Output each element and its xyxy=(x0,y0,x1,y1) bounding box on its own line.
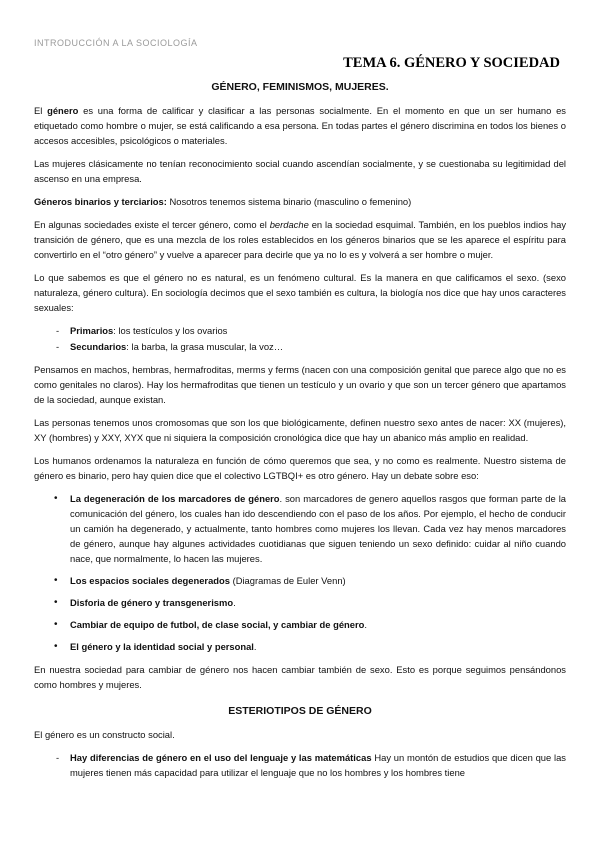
paragraph-ordenamos-naturaleza: Los humanos ordenamos la naturaleza en función de cómo queremos que sea, y no como es realmente. Nuestro sistema de género es binario, pero hay quien dice que el colectivo LGTBQI+ es otro género. Hay un debate sobre eso: xyxy=(34,455,566,481)
list-item: - Hay diferencias de género en el uso del lenguaje y las matemáticas Hay un montón de estudios que dicen que las mujeres tienen más capacidad para utilizar el lenguaje que no los hombres y los hombres tiene xyxy=(56,752,566,778)
bullet-icon: • xyxy=(54,575,58,586)
paragraph-genero-definicion: El género es una forma de calificar y clasificar a las personas socialmente. En el momento en que un ser humano es etiquetado como hombre o mujer, se está calificando a esa persona. En todas partes el género discrimina en todos los bienes o accesos accesibles, psicológicos o materiales. xyxy=(34,105,566,146)
list-item: • Disforia de género y transgenerismo. xyxy=(54,597,236,608)
paragraph-cromosomas: Las personas tenemos unos cromosomas que son los que biológicamente, definen nuestro sexo antes de nacer: XX (mujeres), XY (hombres) y XXY, XYX que ni siquiera la composición cronológica dice que hay un abanico más amplio en realidad. xyxy=(34,417,566,443)
list-item: • La degeneración de los marcadores de género. son marcadores de genero aquellos rasgos que forman parte de la comunicación del género, los cuales han ido descendiendo con el paso de los años. Por ejemplo, el hecho de conducir un camión ha degenerado, y actualmente, tanto hombres como mujeres los llevan. Cada vez hay menos marcadores de género, aunque hay algunes actividades cuotidianas que siguen teniendo un sexo definido: cuidar al niño cuando nace, que normalmente, lo hacen las mujeres. xyxy=(54,493,566,564)
bullet-icon: • xyxy=(54,641,58,652)
bullet-icon: • xyxy=(54,493,58,504)
bullet-icon: • xyxy=(54,597,58,608)
paragraph-constructo-social: El género es un constructo social. xyxy=(34,729,175,740)
caracteres-sexuales-list xyxy=(34,323,566,354)
section-heading-estereotipos: ESTERIOTIPOS DE GÉNERO xyxy=(228,705,372,717)
term-berdache: berdache xyxy=(269,219,309,230)
document-body xyxy=(34,80,566,788)
paragraph-machos-hembras: Pensamos en machos, hembras, hermafroditas, merms y ferms (nacen con una composición genital que parece algo que no es como genitales no claros). Hay los hermafroditas que tienen un testículo y un ovario y que son un tercer género que apartamos de la sociedad, aunque existan. xyxy=(34,364,566,405)
list-item: • Cambiar de equipo de futbol, de clase social, y cambiar de género. xyxy=(54,619,367,630)
estereotipos-list xyxy=(34,750,566,780)
paragraph-mujeres-reconocimiento: Las mujeres clásicamente no tenían reconocimiento social cuando ascendían socialmente, y se cuestionaba su legitimidad del ascenso en una empresa. xyxy=(34,158,566,184)
list-item: - Primarios: los testículos y los ovarios xyxy=(56,325,228,336)
debate-list xyxy=(34,491,566,654)
section-heading-generos: GÉNERO, FEMINISMOS, MUJERES. xyxy=(211,81,389,93)
paragraph-genero-cultura: Lo que sabemos es que el género no es natural, es un fenómeno cultural. Es la manera en que calificamos el sexo. (sexo naturaleza, género cultura). En sociología decimos que el sexo también es cultura, la biología nos dice que hay unos caracteres sexuales: xyxy=(34,272,566,313)
paragraph-generos-binarios: Géneros binarios y terciarios: Nosotros tenemos sistema binario (masculino o femenino) xyxy=(34,196,412,207)
term-genero: género xyxy=(47,105,79,116)
paragraph-tercer-genero: En algunas sociedades existe el tercer género, como el berdache en la sociedad esquimal. También, en los pueblos indios hay transición de género, que es una mezcla de los roles establecidos en los géneros binarios que se les aparece el espíritu para convertirlo en el “otro género” y vuelve a aparecer para decirle que ya no lo es y volverá a ser hombre o mujer. xyxy=(34,219,567,260)
tema-title: TEMA 6. GÉNERO Y SOCIEDAD xyxy=(343,55,560,71)
list-item: • Los espacios sociales degenerados (Diagramas de Euler Venn) xyxy=(54,575,346,586)
list-item: - Secundarios: la barba, la grasa muscular, la voz… xyxy=(56,341,284,352)
list-item: • El género y la identidad social y personal. xyxy=(54,641,257,652)
paragraph-cambiar-genero: En nuestra sociedad para cambiar de género nos hacen cambiar también de sexo. Esto es porque seguimos pensándonos como hombres y mujeres. xyxy=(34,664,566,690)
bullet-icon: • xyxy=(54,619,58,630)
running-header: INTRODUCCIÓN A LA SOCIOLOGÍA xyxy=(34,38,198,48)
